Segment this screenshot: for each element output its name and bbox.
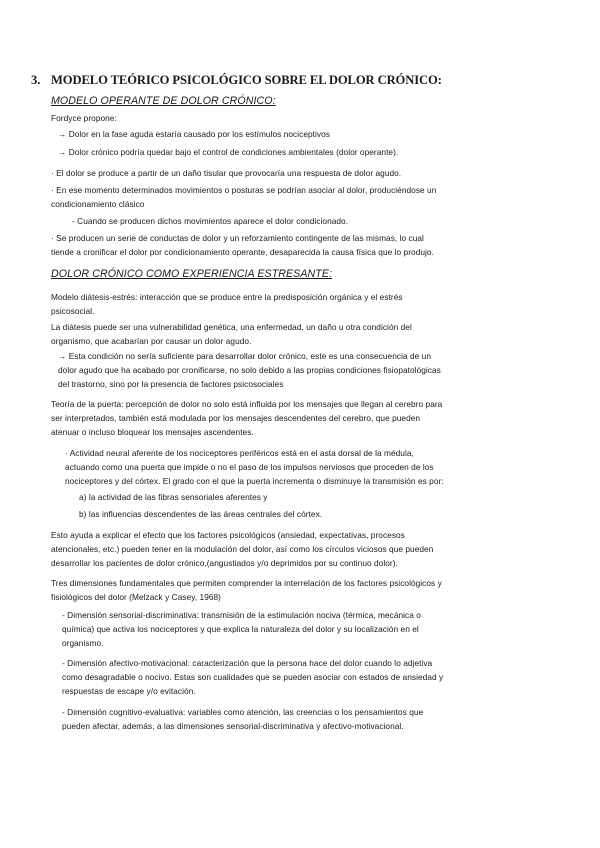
dimension-cognitive: - Dimensión cognitivo-evaluativa: variables como atención, las creencias o los pensamientos que pueden afectar, además, a las dimensiones sensorial-discriminativa y afectivo-motivacional. (62, 707, 424, 732)
paragraph-three-dimensions: Tres dimensiones fundamentales que permiten comprender la interrelación de los factores psicológicos y fisiológicos del dolor (Melzack y Casey, 1968) (51, 578, 442, 603)
arrow-item-acute: → Dolor en la fase aguda estaría causado por los estímulos nociceptivos (58, 129, 330, 139)
bullet-tissue-damage: · El dolor se produce a partir de un daño tisular que provocaría una respuesta de dolor agudo. (51, 168, 402, 178)
bullet-classical-conditioning: · En ese momento determinados movimientos o posturas se podrían asociar al dolor, produciéndose un condicionamiento clásico (51, 185, 437, 210)
dash-conditioned-pain: - Cuando se producen dichos movimientos aparece el dolor condicionado. (72, 216, 349, 226)
subtitle-stress-experience: DOLOR CRÓNICO COMO EXPERIENCIA ESTRESANTE: (51, 268, 333, 280)
paragraph-gate-theory: Teoría de la puerta: percepción de dolor no solo está influida por los mensajes que llegan al cerebro para ser interpretados, también está modulada por los mensajes descendentes del cerebro, que pueden atenuar o incluso bloquear los mensajes ascendentes. (51, 399, 443, 438)
section-number: 3. (31, 73, 41, 87)
arrow-item-chronic: → Dolor crónico podría quedar bajo el control de condiciones ambientales (dolor operante). (58, 147, 399, 157)
section-title: MODELO TEÓRICO PSICOLÓGICO SOBRE EL DOLOR CRÓNICO: (51, 73, 442, 87)
bullet-operant-conditioning: · Se producen un serie de conductas de dolor y un reforzamiento contingente de las mismas, lo cual tiende a cronificar el dolor por condicionamiento operante, desaparecida la causa física que lo produjo. (51, 233, 434, 258)
paragraph-intro: Fordyce propone: (51, 113, 117, 123)
list-item-a: a) la actividad de las fibras sensoriales aferentes y (79, 492, 268, 502)
arrow-paragraph-chronification: → Esta condición no sería suficiente para desarrollar dolor crónico, este es una consecuencia de un dolor agudo que ha acabado por cronificarse, no solo debido a las propias condiciones fisiopatológicas del trastorno, sino por la presencia de factores psicosociales (58, 351, 441, 390)
paragraph-diathesis-stress: Modelo diátesis-estrés: interacción que se produce entre la predisposición orgánica y el estrés psicosocial. (51, 292, 403, 317)
list-item-b: b) las influencias descendentes de las áreas centrales del córtex. (79, 509, 323, 519)
subtitle-operant-model: MODELO OPERANTE DE DOLOR CRÓNICO: (51, 95, 276, 107)
bullet-neural-activity: · Actividad neural aferente de los nociceptores periféricos está en el asta dorsal de la médula, actuando como una puerta que impide o no el paso de los impulsos nerviosos que proceden de los nociceptores y del córtex. El grado con el que la puerta incrementa o disminuye la transmisión es por: (65, 448, 444, 487)
dimension-sensory: - Dimensión sensorial-discriminativa: transmisión de la estimulación nociva (térmica, mecánica o química) que activa los nociceptores y que explica la naturaleza del dolor y su localización en el organismo. (62, 610, 421, 649)
paragraph-diathesis: La diátesis puede ser una vulnerabilidad genética, una enfermedad, un daño u otra condición del organismo, que acabarían por causar un dolor agudo. (51, 322, 412, 347)
paragraph-psychological-factors: Esto ayuda a explicar el efecto que los factores psicológicos (ansiedad, expectativas, procesos atencionales, etc.) pueden tener en la modulación del dolor, así como los círculos viciosos que pueden desarrollar los pacientes de dolor crónico,(angustiados y/o deprimidos por su continuo dolor). (51, 530, 434, 569)
section-heading (31, 73, 442, 88)
dimension-affective: - Dimensión afectivo-motivacional: caracterización que la persona hace del dolor cuando lo adjetiva como desagradable o nocivo. Estas son cualidades que se pueden asociar con estados de ansiedad y respuestas de escape y/o evitación. (62, 658, 444, 697)
